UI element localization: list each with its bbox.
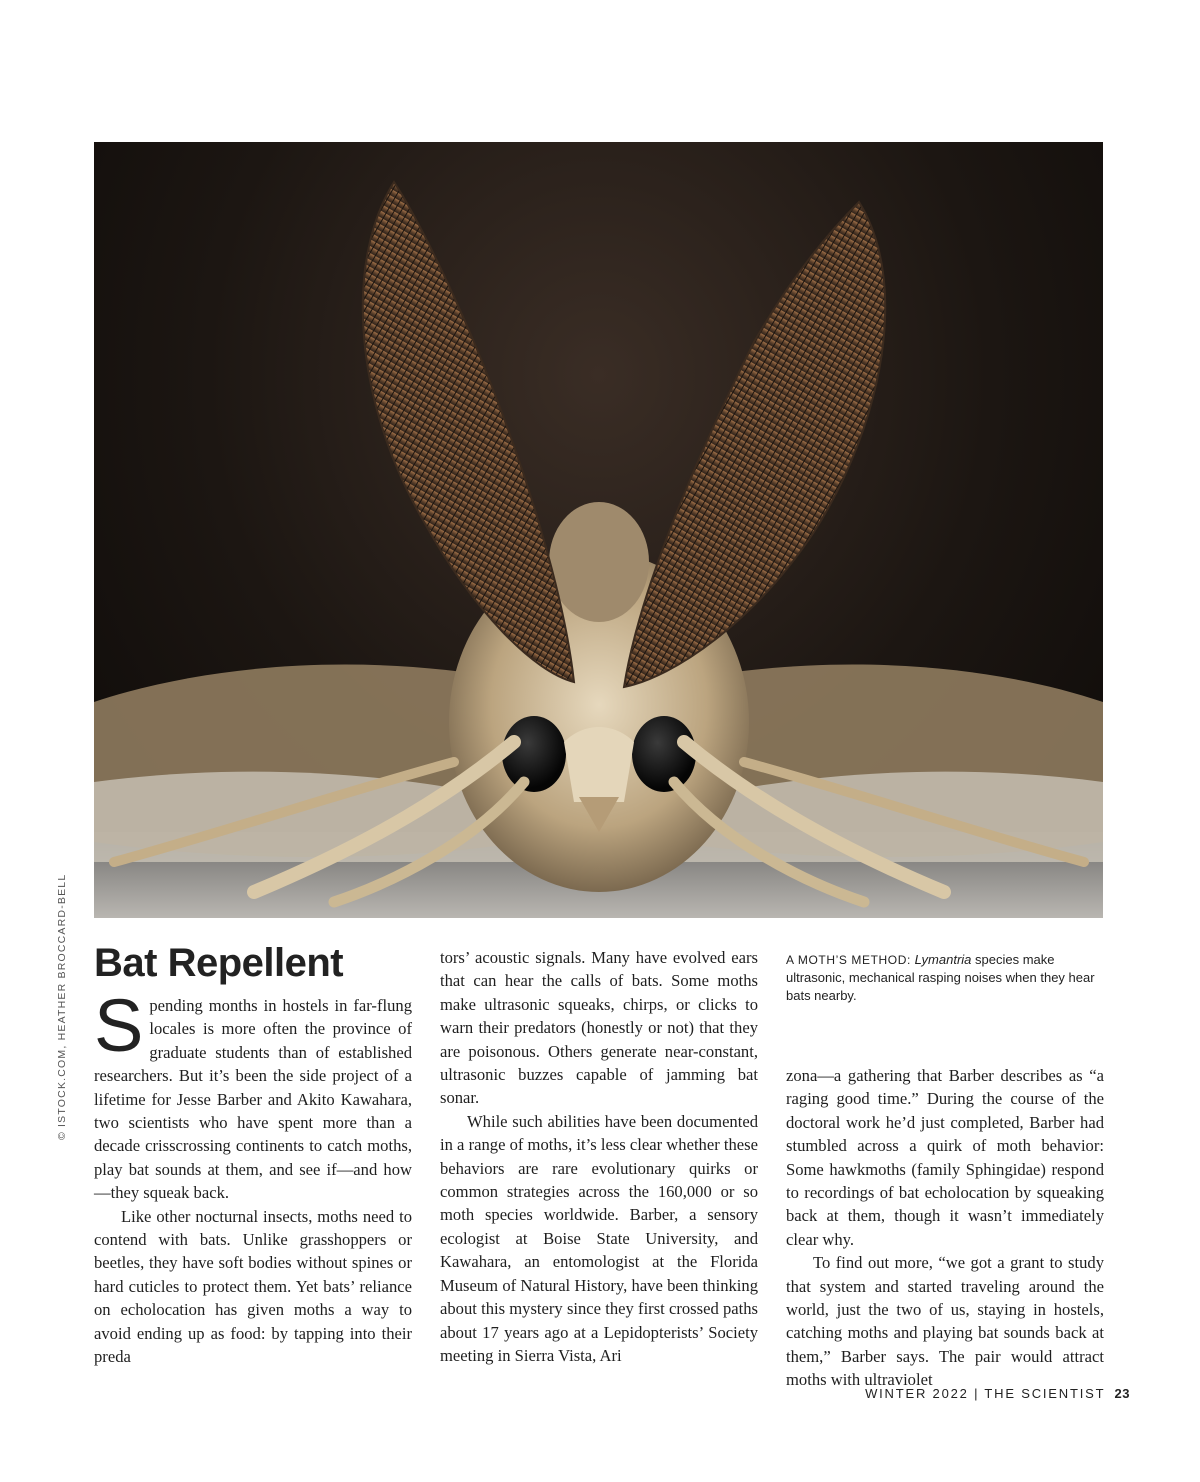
moth-photo bbox=[94, 142, 1103, 918]
photo-caption bbox=[786, 951, 1104, 1005]
page-number: 23 bbox=[1114, 1386, 1130, 1401]
headline: Bat Repellent bbox=[94, 941, 344, 985]
drop-cap: S bbox=[94, 984, 144, 1067]
caption-heading: A MOTH’S METHOD: bbox=[786, 953, 911, 967]
paragraph: While such abilities have been documented in a range of moths, it’s less clear whether these behaviors are rare evolutionary quirks or common strategies across the 160,000 or so moth species worldwide. Barber, a sensory ecologist at Boise State University, and Kawahara, an entomologist at the Florida Museum of Natural History, have been thinking about this mystery since they first crossed paths about 17 years ago at a Lepidopterists’ Society meeting in Sierra Vista, Ari bbox=[440, 1111, 758, 1365]
paragraph: zona—a gathering that Barber describes as “a raging good time.” During the course of the doctoral work he’d just completed, Barber had stumbled across a quirk of moth behavior: Some hawkmoths (family Sphingidae) respond to recordings of bat echolocation by squeaking back at them, though it wasn’t immediately clear why. bbox=[786, 1066, 1104, 1249]
moth-illustration bbox=[94, 142, 1103, 918]
paragraph: tors’ acoustic signals. Many have evolved ears that can hear the calls of bats. Some moths make ultrasonic squeaks, chirps, or clicks to warn their predators (honestly or not) that they are poisonous. Others generate near-constant, ultrasonic buzzes capable of jamming bat sonar. bbox=[440, 948, 758, 1108]
paragraph: To find out more, “we got a grant to study that system and started traveling around the world, just the two of us, staying in hostels, catching moths and playing bat sounds back at them,” Barber says. The pair would attract moths with ultraviolet bbox=[786, 1253, 1104, 1390]
page-footer bbox=[865, 1386, 1130, 1401]
issue-label: WINTER 2022 | THE SCIENTIST bbox=[865, 1386, 1106, 1401]
caption-species: Lymantria bbox=[914, 952, 972, 967]
article-column-2 bbox=[440, 946, 758, 1367]
caption-body: species make ultrasonic, mechanical rasping noises when they hear bats nearby. bbox=[786, 952, 1095, 1003]
paragraph: Like other nocturnal insects, moths need to contend with bats. Unlike grasshoppers or beetles, they have soft bodies without spines or hard cuticles to protect them. Yet bats’ reliance on echolocation has given moths a way to avoid ending up as food: by tapping into their preda bbox=[94, 1206, 412, 1367]
photo-credit: © ISTOCK.COM, HEATHER BROCCARD-BELL bbox=[56, 873, 68, 1140]
article-column-1 bbox=[94, 940, 412, 1369]
paragraph: Spending months in hostels in far-flung locales is more often the province of graduate students than of established researchers. But it’s been the side project of a lifetime for Jesse Barber and Akito Kawahara, two scientists who have spent more than a decade crisscrossing continents to catch moths, play bat sounds at them, and see if—and how—they squeak back. bbox=[94, 984, 412, 1203]
article-column-3 bbox=[786, 1064, 1104, 1392]
